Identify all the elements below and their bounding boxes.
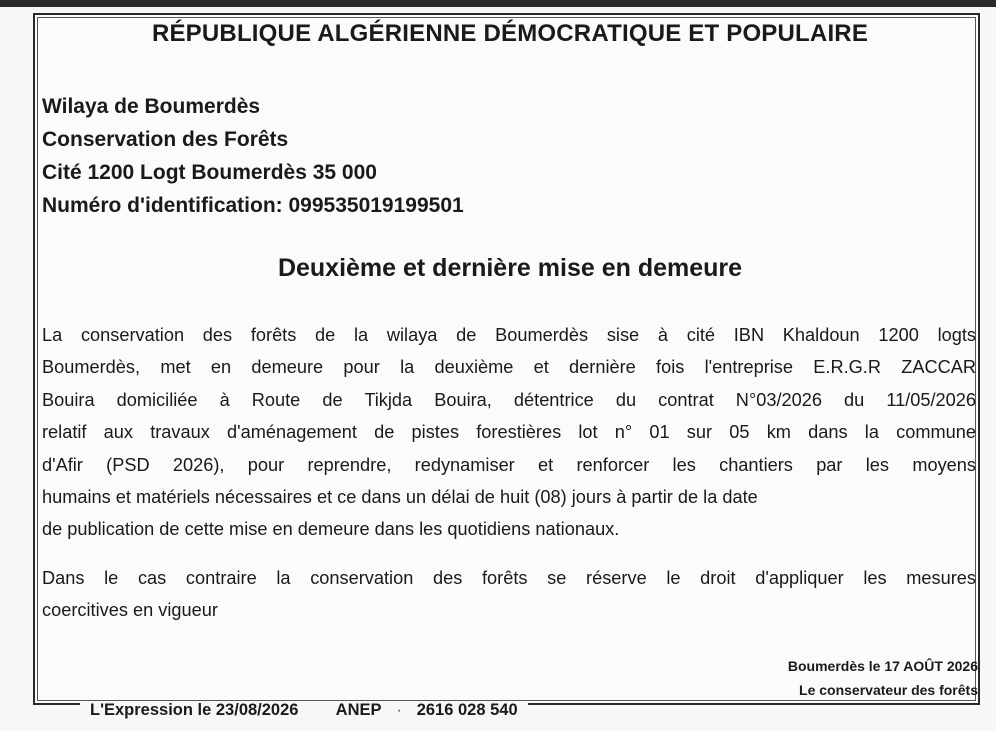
body-line: humains et matériels nécessaires et ce dans un délai de huit (08) jours à partir de la date [42, 487, 758, 508]
top-rule [0, 0, 996, 7]
publication-info: L'Expression le 23/08/2026 [90, 701, 299, 719]
body-line: d'Afir (PSD 2026), pour reprendre, redynamiser et renforcer les chantiers par les moyens [42, 454, 976, 475]
notice-body [42, 319, 976, 546]
body-line: de publication de cette mise en demeure dans les quotidiens nationaux. [42, 519, 620, 540]
identification-line: Numéro d'identification: 099535019199501 [42, 194, 464, 217]
closing-line: coercitives en vigueur [42, 600, 218, 621]
closing-line: Dans le cas contraire la conservation des forêts se réserve le droit d'appliquer les mesures [42, 568, 976, 588]
signatory: Le conservateur des forêts [799, 682, 978, 698]
notice-title: Deuxième et dernière mise en demeure [277, 254, 743, 282]
notice-closing [42, 562, 976, 627]
body-line: La conservation des forêts de la wilaya de Boumerdès sise à cité IBN Khaldoun 1200 logts [42, 325, 976, 345]
separator-dot: · [396, 701, 402, 719]
place-date: Boumerdès le 17 AOÛT 2026 [787, 658, 978, 674]
body-line: relatif aux travaux d'aménagement de pistes forestières lot n° 01 sur 05 km dans la commune [42, 422, 976, 443]
wilaya-line: Wilaya de Boumerdès [42, 95, 261, 118]
reference-number: 2616 028 540 [416, 701, 518, 719]
conservation-line: Conservation des Forêts [42, 128, 289, 151]
agency-label: ANEP [335, 701, 382, 719]
republic-heading: RÉPUBLIQUE ALGÉRIENNE DÉMOCRATIQUE ET POPULAIRE [151, 20, 869, 47]
signature-block [788, 654, 978, 702]
address-line: Cité 1200 Logt Boumerdès 35 000 [42, 161, 377, 184]
body-line: Bouira domiciliée à Route de Tikjda Bouira, détentrice du contrat N°03/2026 du 11/05/2026 [42, 389, 976, 410]
body-line: Boumerdès, met en demeure pour la deuxième et dernière fois l'entreprise E.R.G.R ZACCAR [42, 357, 976, 378]
publication-footer [80, 701, 528, 727]
issuer-block [42, 90, 464, 222]
